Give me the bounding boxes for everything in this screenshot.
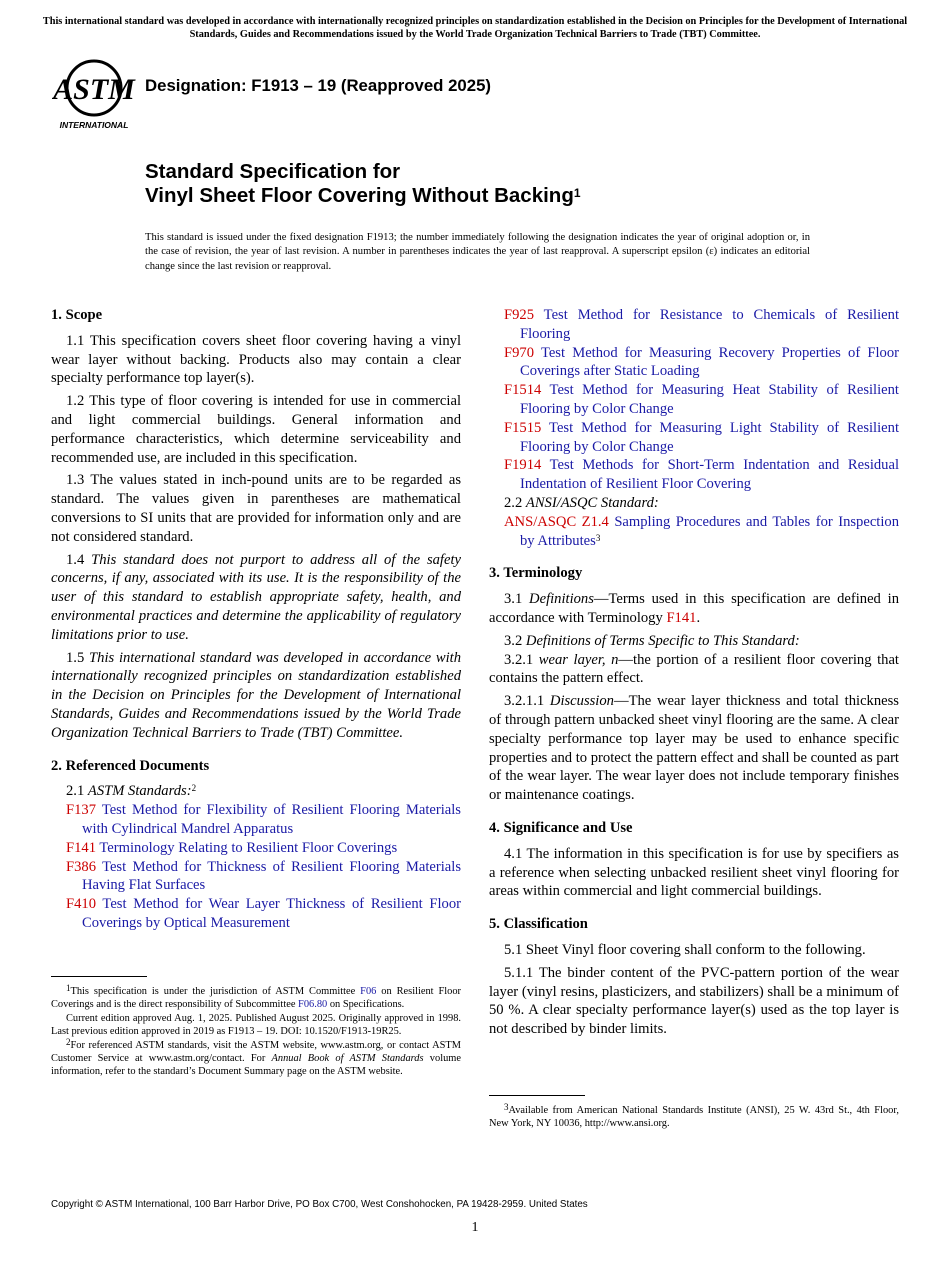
footnotes-right — [489, 1095, 899, 1131]
reference-item[interactable]: F386 Test Method for Thickness of Resilient Flooring Materials Having Flat Surfaces — [66, 858, 461, 894]
logo-subtext: INTERNATIONAL — [59, 120, 129, 130]
page-number: 1 — [471, 1220, 479, 1235]
footnote-3: $^3$Available from American National Standards Institute (ANSI), 25 W. 43rd St., 4th Floor, New York, NY 10036, http://www.ansi.org. — [489, 1102, 899, 1130]
astm-logo — [52, 56, 136, 132]
reference-item[interactable]: F970 Test Method for Measuring Recovery Properties of Floor Coverings after Static Loading — [504, 344, 899, 380]
terminology-3-1: 3.1 Definitions—Terms used in this specification are defined in accordance with Terminology F141. — [489, 591, 899, 626]
reference-item-ansi[interactable]: ANS/ASQC Z1.4 Sampling Procedures and Tables for Inspection by Attributes$^3$ — [504, 513, 899, 549]
footnote-1-edition: Current edition approved Aug. 1, 2025. Published August 2025. Originally approved in 1998. Last previous edition approved in 2019 as F1913 – 19. DOI: 10.1520/F1913-19R25. — [51, 1012, 461, 1038]
astm-standards-label: 2.1 ASTM Standards:$^2$ — [66, 783, 197, 800]
scope-1-3: 1.3 The values stated in inch-pound units are to be regarded as standard. The values given in parentheses are mathematical conversions to SI units that are provided for information only and are not considered standard. — [51, 472, 461, 545]
f141-link[interactable]: F141 — [666, 609, 697, 626]
logo-text: ASTM — [53, 73, 135, 106]
scope-heading: 1. Scope — [51, 307, 103, 323]
scope-1-1: 1.1 This specification covers sheet floor covering having a vinyl wear layer without backing. Products also may contain a clear specialty performance top layer(s). — [51, 332, 461, 387]
title-line-2: Vinyl Sheet Floor Covering Without Backing$^1$ — [145, 184, 581, 207]
reference-item[interactable]: F141 Terminology Relating to Resilient Floor Coverings — [66, 839, 398, 856]
reference-item[interactable]: F410 Test Method for Wear Layer Thickness of Resilient Floor Coverings by Optical Measurement — [66, 896, 461, 931]
document-title — [145, 160, 581, 208]
scope-1-5: 1.5 This international standard was developed in accordance with internationally recognized principles on standardization established in the Decision on Principles for the Development of International Standards, Guides and Recommendations issued by the World Trade Organization Technical Barriers to Trade (TBT) Committee. — [51, 649, 462, 741]
f0680-link[interactable]: F06.80 — [298, 999, 328, 1011]
right-column — [489, 306, 899, 1043]
classification-heading: 5. Classification — [489, 916, 588, 933]
top-notice: This international standard was developed in accordance with internationally recognized principles on standardization established in the Decision on Principles for the Development of International Standards, Guides and Recommendations issued by the World Trade Organization Technical Barriers to Trade (TBT) Committee. — [42, 16, 908, 40]
terminology-3-2-1: 3.2.1 wear layer, n—the portion of a resilient floor covering that contains the pattern effect. — [489, 651, 899, 687]
reference-item[interactable]: F137 Test Method for Flexibility of Resilient Flooring Materials with Cylindrical Mandrel Apparatus — [66, 802, 461, 837]
issue-note: This standard is issued under the fixed designation F1913; the number immediately following the designation indicates the year of original adoption or, in the case of revision, the year of last revision. A number in parentheses indicates the year of last reapproval. A superscript epsilon (ε) indicates an editorial change since the last revision or reapproval. — [145, 232, 810, 272]
title-line-1: Standard Specification for — [145, 160, 401, 183]
footnote-rule — [51, 976, 147, 977]
significance-4-1: 4.1 The information in this specification is for use by specifiers as a reference when selecting unbacked resilient sheet vinyl flooring for areas within commercial and light commercial buildings. — [489, 845, 899, 900]
scope-1-4: 1.4 This standard does not purport to address all of the safety concerns, if any, associated with its use. It is the responsibility of the user of this standard to establish appropriate safety, health, and environmental practices and determine the applicability of regulatory limitations prior to use. — [51, 551, 461, 643]
classification-5-1-1: 5.1.1 The binder content of the PVC-pattern portion of the wear layer (vinyl resins, plasticizers, and stabilizers) shall be a minimum of 50 %. A clear specialty performance layer(s) used as the top layer is not described by binder limits. — [489, 964, 899, 1038]
reference-item[interactable]: F925 Test Method for Resistance to Chemicals of Resilient Flooring — [504, 307, 899, 342]
left-column — [51, 306, 461, 933]
terminology-3-2: 3.2 Definitions of Terms Specific to This Standard: — [504, 632, 800, 649]
copyright: Copyright © ASTM International, 100 Barr Harbor Drive, PO Box C700, West Conshohocken, PA 19428-2959. United States — [51, 1199, 588, 1210]
terminology-heading: 3. Terminology — [489, 565, 583, 582]
scope-1-2: 1.2 This type of floor covering is intended for use in commercial and light commercial buildings. General information and performance characteristics, which determine serviceability and recommended use, are included in this specification. — [51, 393, 461, 466]
terminology-3-2-1-1: 3.2.1.1 Discussion—The wear layer thickness and total thickness of through pattern unbacked sheet vinyl flooring are the same. A clear specialty performance top layer may be used to enhance specific properties and to protect the pattern effect and shall be counted as part of the wear layer. The wear layer does not include temporary finishes or maintenance coatings. — [489, 693, 899, 804]
referenced-documents-heading: 2. Referenced Documents — [51, 757, 210, 774]
reference-item[interactable]: F1914 Test Methods for Short-Term Indentation and Residual Indentation of Resilient Floor Covering — [504, 457, 900, 493]
classification-5-1: 5.1 Sheet Vinyl floor covering shall conform to the following. — [504, 941, 866, 958]
footnote-rule — [489, 1095, 585, 1096]
significance-heading: 4. Significance and Use — [489, 819, 633, 836]
designation: Designation: F1913 – 19 (Reapproved 2025) — [145, 76, 492, 95]
footnote-1: $^1$This specification is under the jurisdiction of ASTM Committee F06 on Resilient Floor Coverings and is the direct responsibility of Subcommittee F06.80 on Specifications. — [51, 983, 461, 1011]
ansi-standard-label: 2.2 ANSI/ASQC Standard: — [504, 494, 659, 511]
title-footnote-mark[interactable]: 1 — [573, 186, 581, 200]
footnotes-left — [51, 976, 461, 1079]
reference-item[interactable]: F1514 Test Method for Measuring Heat Stability of Resilient Flooring by Color Change — [504, 382, 899, 417]
f06-link[interactable]: F06 — [360, 986, 377, 997]
footnote-2: $^2$For referenced ASTM standards, visit the ASTM website, www.astm.org, or contact ASTM Customer Service at www.astm.org/contact. For Annual Book of ASTM Standards volume information, refer to the standard’s Document Summary page on the ASTM website. — [51, 1036, 461, 1078]
reference-item[interactable]: F1515 Test Method for Measuring Light Stability of Resilient Flooring by Color Change — [504, 419, 899, 455]
